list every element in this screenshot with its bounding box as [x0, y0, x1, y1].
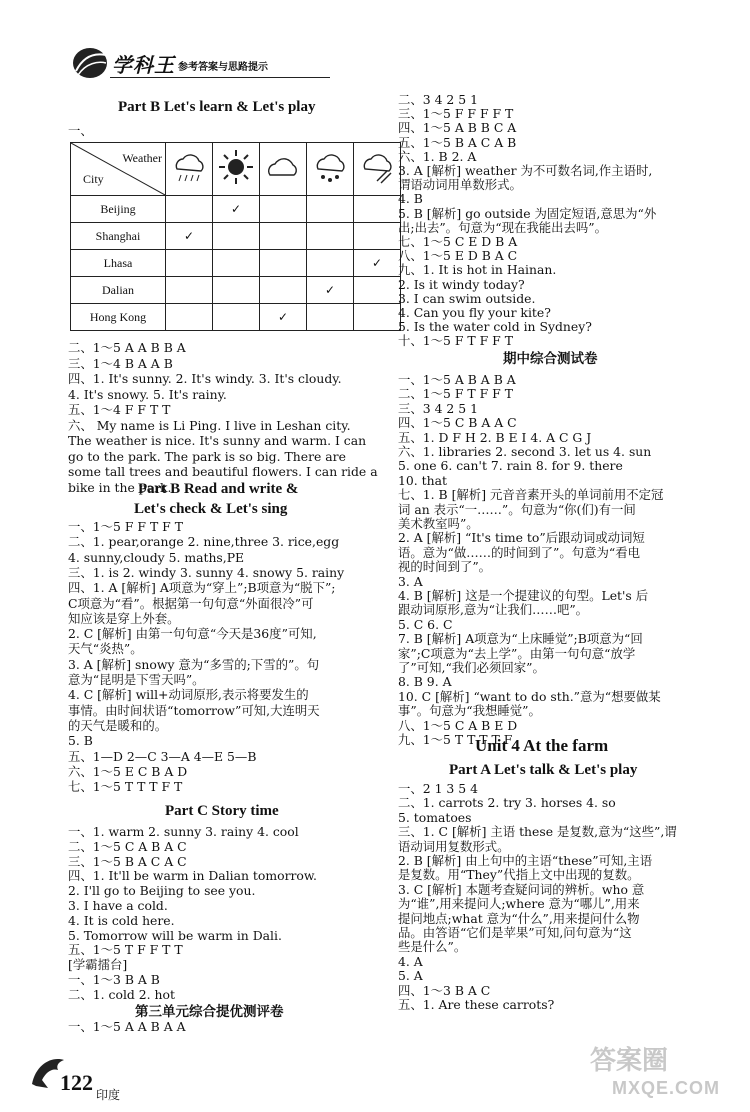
- city-cell: Hong Kong: [71, 304, 166, 331]
- answer-line: 2. B [解析] 由上句中的主语“these”可知,主语: [398, 853, 653, 868]
- check-mark: ✓: [166, 223, 213, 250]
- brand-name: 学科王: [112, 53, 175, 77]
- answer-line: 3. I can swim outside.: [398, 290, 536, 306]
- answer-line: 一、1～5 A A B A A: [68, 1019, 186, 1034]
- answer-line: 意为“昆明是下雪天吗”。: [68, 672, 205, 687]
- unit3-test-title: 第三单元综合提优测评卷: [135, 1004, 284, 1020]
- answer-line: 视的时间到了”。: [398, 559, 492, 575]
- answer-line: 二、1. carrots 2. try 3. horses 4. so: [398, 795, 616, 811]
- answer-line: 5. Is the water cold in Sydney?: [398, 319, 592, 335]
- corner-city-label: City: [83, 172, 104, 186]
- answer-line: 了”可知,“我们必须回家”。: [398, 660, 545, 675]
- answer-line: 跟动词原形,意为“让我们……吧”。: [398, 602, 589, 618]
- snowy-icon: [307, 143, 354, 196]
- answer-line: 七、1～5 T T T F T: [68, 779, 183, 795]
- edition-label: 印度: [96, 1088, 121, 1102]
- answer-line: 4. A: [398, 953, 423, 969]
- answer-line: 九、1～5 T T T T F: [398, 732, 513, 747]
- page-number: 122: [60, 1070, 93, 1095]
- city-cell: Beijing: [71, 196, 166, 223]
- answer-line: 二、1～5 C A B A C: [68, 838, 187, 854]
- corner-weather-label: Weather: [122, 151, 162, 165]
- answer-line: 的天气是暖和的。: [68, 717, 168, 733]
- answer-line: 三、1～5 B A C A C: [68, 853, 187, 869]
- windy-icon: [354, 143, 401, 196]
- answer-line: 四、1～3 B A C: [398, 982, 491, 998]
- answer-line: 提问地点;what 意为“什么”,用来提问什么物: [398, 910, 640, 926]
- part-c-title: Part C Story time: [165, 803, 279, 819]
- answer-line: 八、1～5 E D B A C: [398, 248, 518, 264]
- answer-line: 5. B [解析] go outside 为固定短语,意思为“外: [398, 205, 657, 221]
- answer-line: 九、1. It is hot in Hainan.: [398, 262, 557, 278]
- check-mark: ✓: [213, 196, 260, 223]
- table-header-row: [71, 143, 401, 196]
- answer-line: some tall trees and beautiful flowers. I can ride a: [68, 464, 378, 479]
- answer-line: 2. A [解析] “It's time to”后跟动词或动词短: [398, 530, 645, 546]
- answer-line: 一、1～5 F F T F T: [68, 519, 183, 534]
- answer-line: 4. B [解析] 这是一个提建议的句型。Let's 后: [398, 588, 649, 603]
- answer-line: 语。意为“做……的时间到了”。句意为“看电: [398, 544, 641, 560]
- part-b-title: Part B Let's learn & Let's play: [118, 99, 316, 115]
- part-b2-title-1: Part B Read and write &: [138, 481, 299, 497]
- answer-line: 5. B: [68, 733, 93, 749]
- header-logo: [70, 45, 330, 85]
- answer-line: 家”;C项意为“去上学”。由第一句句意“放学: [398, 645, 636, 661]
- answer-line: 二、1. cold 2. hot: [68, 986, 175, 1002]
- answer-line: 4. Can you fly your kite?: [398, 305, 551, 320]
- answer-line: 词 an 表示“一……”。句意为“你(们)有一间: [398, 501, 636, 517]
- answer-line: 5. A: [398, 968, 423, 984]
- answer-line: 一、1～3 B A B: [68, 972, 160, 987]
- cloudy-icon: [260, 143, 307, 196]
- table-row: [71, 196, 401, 223]
- part-b2-title-2: Let's check & Let's sing: [134, 501, 288, 517]
- answer-line: 8. B 9. A: [398, 674, 452, 690]
- answer-line: 美术教室吗”。: [398, 516, 479, 531]
- answer-line: 知应该是穿上外套。: [68, 610, 180, 626]
- sunny-icon: [213, 143, 260, 196]
- answer-line: [学霸擂台]: [68, 957, 128, 973]
- answer-line: 五、1. Are these carrots?: [398, 997, 555, 1012]
- answer-line: 三、1. C [解析] 主语 these 是复数,意为“这些”,谓: [398, 824, 677, 840]
- answer-line: 是复数。用“They”代指上文中出现的复数。: [398, 867, 640, 883]
- answer-line: 二、3 4 2 5 1: [398, 92, 478, 107]
- answer-line: 10. that: [398, 472, 447, 488]
- answer-line: 5. tomatoes: [398, 809, 472, 825]
- answer-line: 3. A: [398, 573, 423, 589]
- answer-line: 谓语动词用单数形式。: [398, 177, 522, 193]
- table-row: [71, 304, 401, 331]
- answer-line: 五、1～5 B A C A B: [398, 134, 517, 150]
- answer-line: 六、1. libraries 2. second 3. let us 4. sun: [398, 444, 652, 459]
- unit4-title: Unit 4 At the farm: [475, 736, 609, 755]
- answer-line: go to the park. The park is so big. There are: [68, 448, 346, 464]
- answer-line: 八、1～5 C A B E D: [398, 717, 518, 733]
- answer-line: 四、1～5 A B B C A: [398, 120, 517, 136]
- weather-table: [70, 142, 401, 331]
- answer-line: 一、1. warm 2. sunny 3. rainy 4. cool: [68, 824, 299, 839]
- answer-line: 五、1～4 F F T T: [68, 402, 171, 417]
- answer-line: 一、2 1 3 5 4: [398, 781, 478, 796]
- answer-line: 一、1～5 A B A B A: [398, 372, 516, 387]
- answer-line: 三、1. is 2. windy 3. sunny 4. snowy 5. rainy: [68, 564, 345, 580]
- answer-line: 二、1. pear,orange 2. nine,three 3. rice,egg: [68, 534, 340, 550]
- answer-line: 四、1. A [解析] A项意为“穿上”;B项意为“脱下”;: [68, 580, 336, 596]
- answer-line: 3. C [解析] 本题考查疑问词的辨析。who 意: [398, 881, 645, 897]
- answer-line: 三、1～4 B A A B: [68, 355, 173, 371]
- header-rule: [110, 77, 330, 78]
- answer-line: 4. C [解析] will+动词原形,表示将要发生的: [68, 687, 309, 703]
- answer-line: 4. It's snowy. 5. It's rainy.: [68, 386, 227, 402]
- answer-line: 六、 My name is Li Ping. I live in Leshan city.: [68, 417, 351, 433]
- answer-line: 2. Is it windy today?: [398, 276, 525, 292]
- answer-line: 5. C 6. C: [398, 616, 453, 632]
- midterm-title: 期中综合测试卷: [503, 351, 598, 367]
- table-row: [71, 277, 401, 304]
- answer-line: 5. one 6. can't 7. rain 8. for 9. there: [398, 458, 623, 474]
- answer-line: 四、1. It'll be warm in Dalian tomorrow.: [68, 868, 317, 884]
- answer-line: 5. Tomorrow will be warm in Dali.: [68, 927, 282, 943]
- answer-line: 六、1～5 E C B A D: [68, 763, 188, 779]
- city-cell: Lhasa: [71, 250, 166, 277]
- city-cell: Shanghai: [71, 223, 166, 250]
- answer-line: 六、1. B 2. A: [398, 148, 477, 164]
- brand-subtitle: 参考答案与思路提示: [178, 62, 268, 73]
- answer-line: 四、1～5 C B A A C: [398, 415, 517, 431]
- answer-line: 2. I'll go to Beijing to see you.: [68, 883, 256, 899]
- answer-line: 五、1. D F H 2. B E I 4. A C G J: [398, 429, 592, 445]
- answer-line: 2. C [解析] 由第一句句意“今天是36度”可知,: [68, 626, 317, 642]
- answer-line: 4. sunny,cloudy 5. maths,PE: [68, 549, 245, 565]
- answer-line: 四、1. It's sunny. 2. It's windy. 3. It's cloudy.: [68, 371, 342, 386]
- answer-line: 3. I have a cold.: [68, 898, 168, 913]
- answer-line: 二、1～5 F T F F T: [398, 386, 513, 402]
- answer-line: 10. C [解析] “want to do sth.”意为“想要做某: [398, 688, 661, 704]
- answer-line: 3. A [解析] weather 为不可数名词,作主语时,: [398, 163, 653, 178]
- answer-line: 品。由答语“它们是苹果”可知,问句意为“这: [398, 925, 632, 940]
- rainy-icon: [166, 143, 213, 196]
- section-marker: 一、: [68, 123, 93, 138]
- answer-line: 三、1～5 F F F F T: [398, 106, 514, 122]
- answer-line: 语动词用复数形式。: [398, 838, 510, 854]
- answer-line: 3. A [解析] snowy 意为“多雪的;下雪的”。句: [68, 656, 320, 672]
- answer-line: 7. B [解析] A项意为“上床睡觉”;B项意为“回: [398, 631, 643, 647]
- table-corner: [71, 143, 166, 196]
- answer-line: 4. It is cold here.: [68, 912, 175, 928]
- table-row: [71, 250, 401, 277]
- answer-line: 天气“炎热”。: [68, 641, 143, 657]
- check-mark: ✓: [307, 277, 354, 304]
- watermark-url: MXQE.COM: [612, 1078, 721, 1098]
- watermark-logo: 答案圈: [590, 1045, 669, 1075]
- answer-line: 事”。句意为“我想睡觉”。: [398, 703, 541, 719]
- answer-line: 事情。由时间状语“tomorrow”可知,大连明天: [68, 702, 320, 718]
- answer-line: bike in the park.: [68, 479, 172, 495]
- answer-line: 为“谁”,用来提问人;where 意为“哪儿”,用来: [398, 896, 640, 912]
- answer-line: 七、1～5 C E D B A: [398, 234, 518, 249]
- answer-line: 十、1～5 F T F F T: [398, 333, 513, 349]
- check-mark: ✓: [260, 304, 307, 331]
- answer-line: 五、1～5 T F F T T: [68, 942, 183, 958]
- answer-line: The weather is nice. It's sunny and warm. I can: [68, 433, 367, 448]
- table-row: [71, 223, 401, 250]
- answer-line: 4. B: [398, 191, 423, 207]
- part-a-title: Part A Let's talk & Let's play: [449, 762, 638, 778]
- city-cell: Dalian: [71, 277, 166, 304]
- check-mark: ✓: [354, 250, 401, 277]
- answer-line: 三、3 4 2 5 1: [398, 400, 478, 416]
- answer-line: 二、1～5 A A B B A: [68, 340, 186, 355]
- answer-line: 五、1—D 2—C 3—A 4—E 5—B: [68, 748, 257, 764]
- answer-line: 些是什么”。: [398, 939, 467, 955]
- answer-line: 七、1. B [解析] 元音音素开头的单词前用不定冠: [398, 487, 664, 503]
- answer-line: 出;出去”。句意为“现在我能出去吗”。: [398, 219, 608, 235]
- answer-line: C项意为“看”。根据第一句句意“外面很冷”可: [68, 595, 314, 611]
- brand-leaf-icon: [70, 45, 110, 81]
